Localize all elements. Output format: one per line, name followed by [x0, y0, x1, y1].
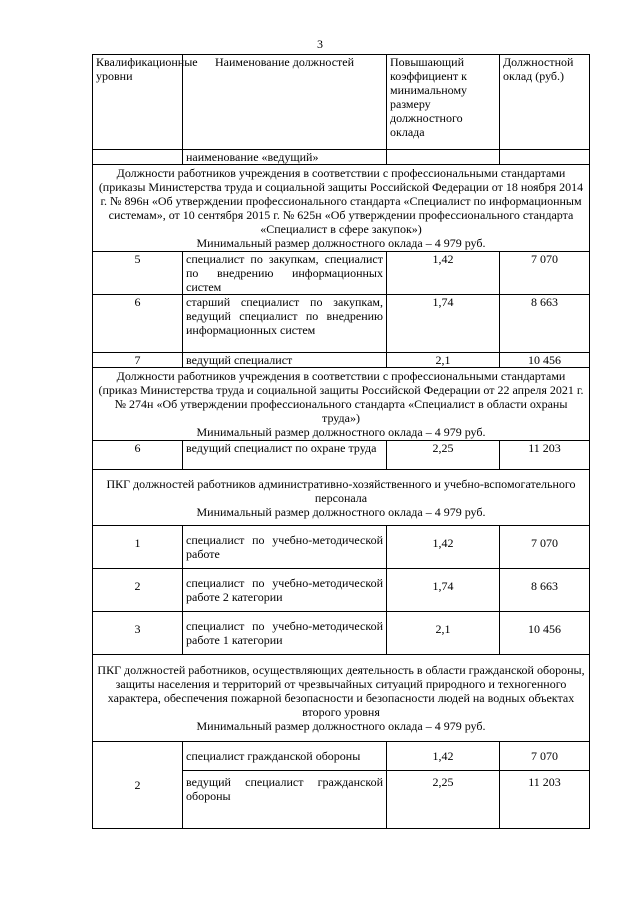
table-row [93, 441, 590, 470]
min-salary-note: Минимальный размер должностного оклада – 4 979 руб. [196, 425, 486, 439]
table-row [93, 295, 590, 353]
position-name: наименование «ведущий» [183, 150, 387, 165]
coefficient: 1,74 [387, 569, 500, 612]
position-name: специалист по учебно-методической работе 2 категории [183, 569, 387, 612]
min-salary-note: Минимальный размер должностного оклада – 4 979 руб. [196, 719, 486, 733]
salary: 8 663 [500, 569, 590, 612]
coefficient: 1,74 [387, 295, 500, 353]
salary: 8 663 [500, 295, 590, 353]
position-name: ведущий специалист [183, 353, 387, 368]
qualification-level: 6 [93, 295, 183, 353]
coefficient: 1,42 [387, 252, 500, 295]
min-salary-note: Минимальный размер должностного оклада – 4 979 руб. [196, 236, 486, 250]
section-title: Должности работников учреждения в соответствии с профессиональными стандартами (приказы Министерства труда и социальной защиты Российской Федерации от 18 ноября 2014 г. № 896н «Об утверждении профессионального стандарта «Специалист по информационным системам», от 10 сентября 2015 г. № 625н «Об утверждении профессионального стандарта «Специалист в сфере закупок») [98, 166, 584, 236]
table-row [93, 150, 590, 165]
salary: 11 203 [500, 771, 590, 829]
coefficient: 2,1 [387, 353, 500, 368]
qualification-level: 5 [93, 252, 183, 295]
salary: 7 070 [500, 742, 590, 771]
header-coefficient: Повышающий коэффициент к минимальному размеру должностного оклада [387, 55, 500, 150]
qualification-level: 2 [93, 569, 183, 612]
position-name: специалист по учебно-методической работе [183, 526, 387, 569]
table-row [93, 252, 590, 295]
salary: 7 070 [500, 252, 590, 295]
table-row [93, 353, 590, 368]
position-name: ведущий специалист гражданской обороны [183, 771, 387, 829]
coefficient: 2,25 [387, 441, 500, 470]
table-header-row [93, 55, 590, 150]
qualification-level: 6 [93, 441, 183, 470]
position-name: специалист по закупкам, специалист по внедрению информационных систем [183, 252, 387, 295]
header-position-names: Наименование должностей [183, 55, 387, 150]
header-salary: Должностной оклад (руб.) [500, 55, 590, 150]
qualification-level: 1 [93, 526, 183, 569]
qualification-level: 7 [93, 353, 183, 368]
salary: 10 456 [500, 353, 590, 368]
qualification-level: 3 [93, 612, 183, 655]
table-row [93, 569, 590, 612]
section-header [93, 655, 590, 742]
table-row [93, 742, 590, 771]
header-qualification-levels: Квалификационные уровни [93, 55, 183, 150]
salary: 11 203 [500, 441, 590, 470]
page-number: 3 [317, 37, 323, 51]
qualification-level: 2 [93, 742, 183, 829]
coefficient: 1,42 [387, 742, 500, 771]
position-name: специалист по учебно-методической работе 1 категории [183, 612, 387, 655]
coefficient: 2,25 [387, 771, 500, 829]
section-header [93, 470, 590, 526]
section-header [93, 165, 590, 252]
salary-table [92, 54, 590, 829]
position-name: специалист гражданской обороны [183, 742, 387, 771]
salary: 10 456 [500, 612, 590, 655]
section-title: ПКГ должностей работников административно-хозяйственного и учебно-вспомогательного персонала [106, 476, 576, 505]
table-row [93, 526, 590, 569]
coefficient: 1,42 [387, 526, 500, 569]
position-name: ведущий специалист по охране труда [183, 441, 387, 470]
section-title: Должности работников учреждения в соответствии с профессиональными стандартами (приказ Министерства труда и социальной защиты Российской Федерации от 22 апреля 2021 г. № 274н «Об утверждении профессионального стандарта «Специалист в области охраны труда») [98, 369, 584, 425]
section-title: ПКГ должностей работников, осуществляющих деятельность в области гражданской обороны, защиты населения и территорий от чрезвычайных ситуаций природного и техногенного характера, обеспечения пожарной безопасности и безопасности людей на водных объектах второго уровня [97, 663, 585, 719]
salary: 7 070 [500, 526, 590, 569]
min-salary-note: Минимальный размер должностного оклада – 4 979 руб. [196, 504, 486, 519]
table-row [93, 612, 590, 655]
section-header [93, 368, 590, 441]
coefficient: 2,1 [387, 612, 500, 655]
position-name: старший специалист по закупкам, ведущий специалист по внедрению информационных систем [183, 295, 387, 353]
